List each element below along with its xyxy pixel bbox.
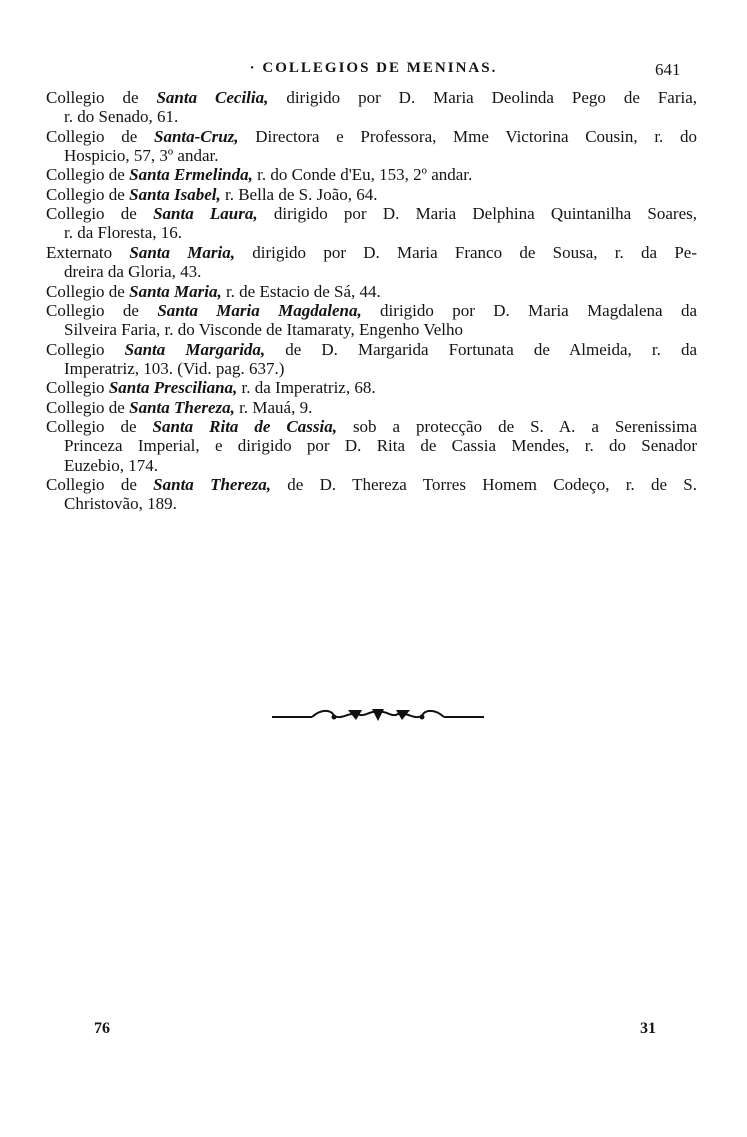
entry-continuation-line — [64, 223, 182, 242]
entry-continuation-line — [64, 494, 177, 513]
entry-first-line — [46, 378, 376, 397]
entry-first-line — [46, 243, 697, 262]
entry-text: de D. Thereza Torres Homem Codeço, r. de S. — [270, 475, 697, 494]
entry-text: Princeza Imperial, e dirigido por D. Rita de Cassia Mendes, r. do Senador — [64, 436, 697, 456]
entry-text: r. Bella de S. João, 64. — [220, 184, 378, 204]
entry-continuation-line — [64, 436, 697, 455]
college-name: Santa-Cruz, — [153, 126, 239, 146]
entry-first-line — [46, 301, 697, 320]
entry-continuation-line — [64, 456, 158, 475]
college-name: Santa Thereza, — [153, 475, 271, 494]
college-name: Santa Isabel, — [129, 184, 221, 204]
entry-first-line — [46, 282, 381, 301]
page-number: 641 — [655, 60, 681, 79]
entry-text: Euzebio, 174. — [64, 455, 158, 475]
entry-text: Collegio de — [46, 416, 153, 436]
entry-text: Collegio de — [46, 204, 154, 224]
entry-text: Hospicio, 57, 3º andar. — [64, 146, 219, 166]
entry-text: Silveira Faria, r. do Visconde de Itamaraty, Engenho Velho — [64, 320, 464, 340]
entry-text: dirigido por D. Maria Delphina Quintanilha Soares, — [257, 204, 697, 224]
signature-mark-left: 76 — [94, 1020, 110, 1037]
entry-continuation-line — [64, 359, 284, 378]
entry-continuation-line — [64, 146, 218, 165]
entry-continuation-line — [64, 262, 201, 281]
entry-text: dirigido por D. Maria Franco de Sousa, r. da Pe- — [234, 242, 697, 262]
entry-text: Imperatriz, 103. (Vid. pag. 637.) — [64, 358, 285, 378]
entry-text: Collegio de — [46, 88, 157, 107]
entry-first-line — [46, 88, 697, 107]
college-name: Santa Ermelinda, — [129, 165, 253, 185]
entry-first-line — [46, 398, 312, 417]
entry-text: Collegio de — [46, 300, 158, 320]
college-name: Santa Maria Magdalena, — [157, 300, 362, 320]
entry-text: Directora e Professora, Mme Victorina Cousin, r. do — [238, 126, 697, 146]
college-name: Santa Presciliana, — [108, 378, 238, 398]
college-name: Santa Thereza, — [129, 397, 235, 417]
entry-text: r. do Conde d'Eu, 153, 2º andar. — [252, 165, 473, 185]
entry-text: Collegio — [46, 339, 125, 359]
entry-text: Collegio de — [46, 281, 130, 301]
entry-first-line — [46, 165, 472, 184]
entry-first-line — [46, 127, 697, 146]
entry-text: Externato — [46, 242, 130, 262]
college-name: Santa Margarida, — [124, 339, 266, 359]
college-name: Santa Rita de Cassia, — [152, 416, 337, 436]
entry-continuation-line — [64, 107, 178, 126]
entry-first-line — [46, 417, 697, 436]
entry-text: dirigido por D. Maria Deolinda Pego de Faria, — [268, 88, 697, 107]
entry-first-line — [46, 475, 697, 494]
ornament-divider-icon — [272, 704, 484, 728]
entry-text: sob a protecção de S. A. a Serenissima — [336, 416, 697, 436]
entry-continuation-line — [64, 320, 463, 339]
entry-text: Collegio de — [46, 184, 130, 204]
entry-text: Collegio de — [46, 397, 130, 417]
college-name: Santa Cecilia, — [156, 88, 269, 107]
signature-mark-right: 31 — [640, 1020, 656, 1037]
entry-text: Collegio de — [46, 165, 130, 185]
college-name: Santa Maria, — [129, 242, 235, 262]
college-name: Santa Laura, — [153, 204, 258, 224]
entry-text: dreira da Gloria, 43. — [64, 262, 202, 282]
running-header-title: · COLLEGIOS DE MENINAS. — [249, 60, 498, 76]
entry-text: Christovão, 189. — [64, 494, 177, 514]
college-name: Santa Maria, — [129, 281, 222, 301]
entry-first-line — [46, 185, 378, 204]
entry-text: r. Mauá, 9. — [234, 397, 313, 417]
entry-text: r. do Senado, 61. — [64, 107, 179, 127]
entry-first-line — [46, 204, 697, 223]
entry-first-line — [46, 340, 697, 359]
entry-text: dirigido por D. Maria Magdalena da — [361, 300, 697, 320]
entry-text: Collegio de — [46, 126, 154, 146]
entry-text: Collegio de — [46, 475, 154, 494]
entry-text: r. de Estacio de Sá, 44. — [221, 281, 381, 301]
entry-text: Collegio — [46, 378, 109, 398]
entry-text: r. da Imperatriz, 68. — [237, 378, 376, 398]
entry-text: r. da Floresta, 16. — [64, 223, 183, 243]
entry-text: de D. Margarida Fortunata de Almeida, r. da — [265, 339, 697, 359]
